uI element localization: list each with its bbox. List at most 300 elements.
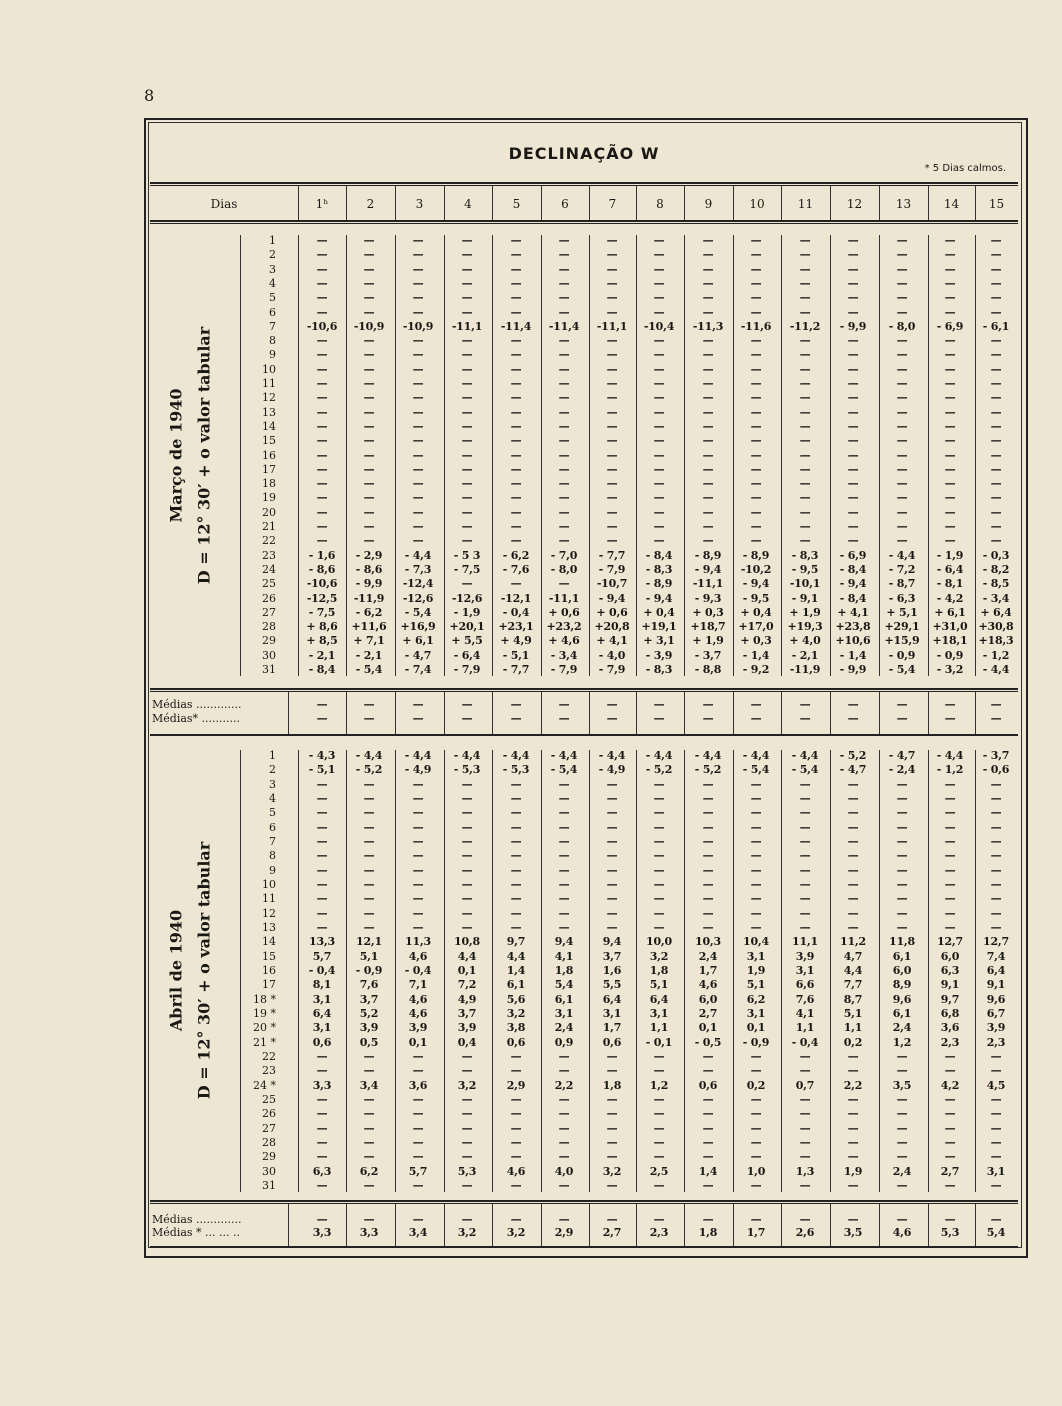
march-cell: + 0,6	[596, 605, 628, 619]
april-cell: 9,1	[986, 978, 1006, 992]
march-day-29: 29	[262, 634, 276, 648]
march-cell: - 7,9	[598, 562, 626, 576]
march-cell: —	[316, 348, 328, 362]
april-cell: —	[896, 1121, 908, 1135]
march-cell: —	[653, 520, 665, 533]
april-cell: —	[412, 1064, 424, 1078]
march-cell: -12,1	[500, 591, 532, 605]
march-cell: - 9,1	[791, 591, 819, 605]
april-cell: —	[412, 834, 424, 848]
april-medias-star-value: 2,7	[602, 1226, 622, 1239]
april-cell: —	[847, 863, 859, 877]
april-cell: 0,6	[506, 1035, 526, 1049]
march-cell: - 3,4	[982, 591, 1010, 605]
april-cell: —	[944, 1107, 956, 1121]
april-cell: —	[461, 1135, 473, 1149]
march-cell: —	[510, 491, 522, 505]
march-day-19: 19	[262, 491, 276, 505]
march-cell: —	[510, 534, 522, 548]
april-cell: 3,3	[312, 1078, 332, 1092]
march-day-10: 10	[262, 362, 276, 376]
march-cell: —	[412, 362, 424, 376]
march-cell: —	[412, 434, 424, 448]
april-cell: 4,6	[408, 1006, 428, 1020]
header-column-rule	[636, 186, 637, 220]
march-cell: —	[944, 419, 956, 433]
april-cell: 2,4	[892, 1164, 912, 1178]
april-cell: —	[896, 1107, 908, 1121]
april-cell: —	[412, 1107, 424, 1121]
april-cell: —	[990, 1049, 1002, 1063]
march-cell: —	[558, 419, 570, 433]
april-day-19: 19 *	[253, 1006, 276, 1020]
april-cell: 0,1	[746, 1021, 766, 1035]
april-day-6: 6	[269, 820, 276, 834]
april-cell: —	[702, 849, 714, 863]
march-cell: —	[799, 348, 811, 362]
april-cell: —	[750, 820, 762, 834]
march-cell: —	[412, 305, 424, 319]
april-cell: —	[702, 791, 714, 805]
march-cell: —	[653, 505, 665, 519]
april-day-8: 8	[269, 849, 276, 863]
april-cell: 3,1	[986, 1164, 1006, 1178]
april-cell: —	[990, 777, 1002, 791]
march-cell: —	[461, 434, 473, 448]
march-medias-value: —	[606, 698, 618, 711]
april-cell: —	[316, 849, 328, 863]
march-cell: + 1,9	[692, 634, 724, 648]
april-cell: —	[990, 1064, 1002, 1078]
april-cell: 5,6	[506, 992, 526, 1006]
april-cell: —	[990, 1135, 1002, 1149]
march-medias-value: —	[412, 698, 424, 711]
april-cell: —	[847, 1049, 859, 1063]
march-cell: —	[944, 434, 956, 448]
april-cell: —	[363, 920, 375, 934]
march-cell: —	[461, 534, 473, 548]
march-medias-value: —	[558, 698, 570, 711]
april-cell: —	[412, 1092, 424, 1106]
march-cell: —	[847, 391, 859, 405]
march-medias-value: —	[653, 698, 665, 711]
april-cell: - 5,2	[839, 749, 867, 762]
march-day-20: 20	[262, 505, 276, 519]
april-cell: —	[750, 920, 762, 934]
march-cell: + 0,3	[692, 605, 724, 619]
april-cell: —	[799, 834, 811, 848]
april-cell: —	[750, 892, 762, 906]
april-cell: 6,1	[554, 992, 574, 1006]
april-cell: —	[606, 820, 618, 834]
march-cell: —	[799, 505, 811, 519]
april-cell: —	[750, 1150, 762, 1164]
march-cell: - 9,9	[839, 663, 867, 676]
april-cell: —	[363, 1107, 375, 1121]
march-cell: —	[750, 491, 762, 505]
april-cell: 4,2	[940, 1078, 960, 1092]
header-column-rule	[830, 186, 831, 220]
march-day-31: 31	[262, 663, 276, 676]
march-cell: - 4,7	[404, 648, 432, 662]
march-cell: —	[847, 305, 859, 319]
march-cell: - 7,0	[550, 548, 578, 562]
april-cell: —	[510, 1135, 522, 1149]
header-column-rule	[395, 186, 396, 220]
march-cell: —	[847, 377, 859, 390]
march-cell: - 8,4	[839, 562, 867, 576]
april-cell: —	[363, 806, 375, 820]
march-cell: -12,6	[451, 591, 483, 605]
april-cell: 0,1	[457, 963, 477, 977]
april-cell: —	[412, 906, 424, 920]
april-cell: 7,2	[457, 978, 477, 992]
march-cell: —	[412, 405, 424, 419]
march-cell: - 6,4	[936, 562, 964, 576]
april-medias-star-value: 3,3	[312, 1226, 332, 1239]
march-cell: —	[461, 391, 473, 405]
april-cell: 10,4	[743, 935, 769, 949]
april-cell: —	[558, 1135, 570, 1149]
april-cell: —	[316, 791, 328, 805]
march-medias-value: —	[990, 698, 1002, 711]
march-cell: -11,6	[740, 319, 772, 333]
april-cell: —	[750, 906, 762, 920]
march-cell: —	[461, 577, 473, 591]
april-cell: —	[606, 1121, 618, 1135]
april-cell: 3,1	[746, 1006, 766, 1020]
april-cell: —	[653, 1135, 665, 1149]
april-cell: —	[316, 1107, 328, 1121]
march-cell: —	[799, 234, 811, 247]
march-cell: —	[799, 334, 811, 348]
april-cell: —	[653, 1049, 665, 1063]
march-day-30: 30	[262, 648, 276, 662]
april-cell: —	[750, 863, 762, 877]
april-medias-rule	[288, 1204, 289, 1246]
march-cell: -11,1	[692, 577, 724, 591]
april-cell: —	[944, 863, 956, 877]
march-cell: - 9,4	[645, 591, 673, 605]
april-medias-value: —	[750, 1213, 762, 1226]
april-cell: 1,4	[698, 1164, 718, 1178]
march-cell: - 8,9	[645, 577, 673, 591]
march-cell: —	[702, 520, 714, 533]
march-cell: —	[606, 262, 618, 276]
header-column-rule	[684, 186, 685, 220]
april-cell: 1,1	[649, 1021, 669, 1035]
march-cell: +11,6	[351, 620, 387, 634]
march-cell: - 8,8	[694, 663, 722, 676]
april-cell: 2,9	[506, 1078, 526, 1092]
april-cell: —	[412, 920, 424, 934]
march-cell: - 7,5	[453, 562, 481, 576]
march-cell: —	[799, 248, 811, 262]
march-day-26: 26	[262, 591, 276, 605]
march-cell: - 4,2	[936, 591, 964, 605]
april-cell: 3,1	[554, 1006, 574, 1020]
march-day-18: 18	[262, 477, 276, 491]
march-cell: —	[847, 505, 859, 519]
april-cell: - 4,4	[742, 749, 770, 762]
april-cell: 6,0	[698, 992, 718, 1006]
march-cell: - 4,4	[982, 663, 1010, 676]
april-cell: —	[702, 1121, 714, 1135]
header-top-rule	[150, 182, 1018, 184]
header-column-rule	[975, 186, 976, 220]
march-cell: —	[461, 419, 473, 433]
march-cell: - 4,0	[598, 648, 626, 662]
april-cell: 8,1	[312, 978, 332, 992]
march-cell: —	[702, 348, 714, 362]
march-day-8: 8	[269, 334, 276, 348]
march-cell: —	[799, 448, 811, 462]
april-cell: 0,7	[795, 1078, 815, 1092]
april-cell: 0,6	[602, 1035, 622, 1049]
april-cell: - 0,5	[694, 1035, 722, 1049]
march-cell: —	[510, 477, 522, 491]
march-medias-star-value: —	[896, 712, 908, 725]
march-cell: - 8,0	[550, 562, 578, 576]
april-cell: 3,1	[795, 963, 815, 977]
april-medias-star-value: 3,4	[408, 1226, 428, 1239]
april-cell: —	[558, 1049, 570, 1063]
april-medias-star-value: 5,3	[940, 1226, 960, 1239]
april-cell: —	[316, 1178, 328, 1192]
march-cell: —	[799, 534, 811, 548]
april-cell: —	[799, 806, 811, 820]
april-cell: 0,9	[554, 1035, 574, 1049]
march-cell: —	[510, 391, 522, 405]
april-cell: —	[412, 791, 424, 805]
april-month-label: Abril de 1940	[166, 909, 186, 1032]
march-cell: -10,6	[306, 319, 338, 333]
april-cell: —	[750, 1064, 762, 1078]
march-cell: —	[896, 520, 908, 533]
march-cell: —	[461, 405, 473, 419]
march-cell: + 1,9	[789, 605, 821, 619]
april-cell: 9,1	[940, 978, 960, 992]
march-cell: —	[990, 234, 1002, 247]
march-cell: —	[702, 234, 714, 247]
april-cell: 9,4	[554, 935, 574, 949]
april-medias-value: —	[799, 1213, 811, 1226]
april-cell: —	[702, 863, 714, 877]
march-cell: —	[363, 262, 375, 276]
march-cell: —	[896, 305, 908, 319]
march-cell: —	[558, 291, 570, 305]
hour-header-11: 11	[797, 197, 814, 211]
april-cell: 3,4	[359, 1078, 379, 1092]
april-cell: —	[412, 849, 424, 863]
april-cell: —	[316, 820, 328, 834]
march-cell: —	[558, 377, 570, 390]
april-cell: - 4,4	[694, 749, 722, 762]
april-day-28: 28	[262, 1135, 276, 1149]
april-cell: 0,1	[698, 1021, 718, 1035]
march-cell: —	[896, 391, 908, 405]
april-cell: —	[990, 806, 1002, 820]
april-cell: 9,4	[602, 935, 622, 949]
april-cell: —	[461, 1150, 473, 1164]
march-cell: —	[750, 419, 762, 433]
april-cell: - 5,2	[694, 763, 722, 777]
march-cell: —	[363, 534, 375, 548]
april-cell: —	[847, 892, 859, 906]
april-cell: 4,4	[843, 963, 863, 977]
march-day-13: 13	[262, 405, 276, 419]
april-cell: - 4,4	[550, 749, 578, 762]
march-cell: —	[896, 434, 908, 448]
march-cell: —	[606, 419, 618, 433]
march-cell: —	[606, 377, 618, 390]
april-cell: —	[944, 892, 956, 906]
table-title: DECLINAÇÃO W	[508, 144, 660, 163]
march-cell: - 9,5	[742, 591, 770, 605]
april-cell: —	[944, 791, 956, 805]
april-cell: 9,6	[986, 992, 1006, 1006]
march-cell: —	[799, 419, 811, 433]
march-cell: —	[944, 391, 956, 405]
march-cell: —	[944, 448, 956, 462]
march-cell: —	[316, 462, 328, 476]
april-cell: —	[750, 1107, 762, 1121]
march-cell: -11,1	[451, 319, 483, 333]
april-cell: —	[510, 834, 522, 848]
april-cell: - 0,4	[308, 963, 336, 977]
march-cell: —	[990, 534, 1002, 548]
april-cell: 6,4	[312, 1006, 332, 1020]
april-cell: 1,3	[795, 1164, 815, 1178]
march-cell: - 7,9	[550, 663, 578, 676]
march-cell: —	[702, 291, 714, 305]
april-cell: —	[363, 1135, 375, 1149]
header-column-rule	[541, 186, 542, 220]
april-day-1: 1	[269, 749, 276, 762]
april-cell: —	[896, 791, 908, 805]
march-cell: —	[606, 291, 618, 305]
april-day-7: 7	[269, 834, 276, 848]
april-cell: —	[316, 1150, 328, 1164]
march-cell: - 3,7	[694, 648, 722, 662]
march-medias-star-value: —	[702, 712, 714, 725]
april-cell: - 4,9	[598, 763, 626, 777]
april-cell: —	[702, 906, 714, 920]
april-cell: —	[653, 777, 665, 791]
april-cell: —	[896, 906, 908, 920]
april-cell: —	[363, 849, 375, 863]
april-cell: 1,7	[602, 1021, 622, 1035]
march-cell: - 8,9	[694, 548, 722, 562]
march-cell: —	[799, 462, 811, 476]
march-cell: —	[606, 405, 618, 419]
march-cell: - 7,7	[598, 548, 626, 562]
april-cell: 3,1	[746, 949, 766, 963]
april-medias-star-value: 3,3	[359, 1226, 379, 1239]
april-cell: —	[702, 1150, 714, 1164]
hour-header-12: 12	[846, 197, 863, 211]
march-cell: —	[316, 491, 328, 505]
april-cell: 3,9	[408, 1021, 428, 1035]
march-cell: —	[750, 248, 762, 262]
march-cell: - 6,9	[936, 319, 964, 333]
april-cell: - 5,1	[308, 763, 336, 777]
march-cell: —	[461, 377, 473, 390]
april-cell: —	[461, 1064, 473, 1078]
april-cell: —	[363, 1121, 375, 1135]
april-cell: —	[944, 1121, 956, 1135]
march-cell: +23,8	[835, 620, 871, 634]
april-cell: 3,2	[649, 949, 669, 963]
april-cell: 5,2	[359, 1006, 379, 1020]
april-cell: —	[606, 863, 618, 877]
april-cell: —	[847, 777, 859, 791]
april-cell: —	[990, 820, 1002, 834]
april-cell: 1,6	[602, 963, 622, 977]
april-cell: —	[847, 1135, 859, 1149]
march-cell: —	[799, 276, 811, 290]
march-medias-value: —	[847, 698, 859, 711]
april-medias-value: —	[944, 1213, 956, 1226]
april-cell: —	[799, 1150, 811, 1164]
march-day-21: 21	[262, 520, 276, 533]
march-cell: + 7,1	[353, 634, 385, 648]
march-cell: -11,4	[500, 319, 532, 333]
march-cell: - 6,1	[982, 319, 1010, 333]
april-cell: —	[896, 920, 908, 934]
march-cell: —	[363, 305, 375, 319]
march-cell: —	[606, 362, 618, 376]
april-cell: - 5,4	[550, 763, 578, 777]
march-day-1: 1	[269, 234, 276, 247]
april-cell: —	[510, 906, 522, 920]
april-cell: 3,7	[359, 992, 379, 1006]
march-cell: —	[896, 377, 908, 390]
march-cell: —	[363, 276, 375, 290]
march-day-27: 27	[262, 605, 276, 619]
april-cell: 4,0	[554, 1164, 574, 1178]
header-column-rule	[298, 186, 299, 220]
april-cell: —	[510, 1150, 522, 1164]
march-cell: —	[412, 234, 424, 247]
title-bar	[150, 124, 1018, 182]
march-cell: —	[363, 391, 375, 405]
april-cell: —	[558, 791, 570, 805]
march-cell: —	[606, 234, 618, 247]
march-cell: —	[653, 234, 665, 247]
march-cell: —	[653, 276, 665, 290]
march-cell: -11,2	[789, 319, 821, 333]
march-cell: —	[510, 405, 522, 419]
march-cell: +19,1	[641, 620, 677, 634]
april-cell: 2,4	[554, 1021, 574, 1035]
april-day-27: 27	[262, 1121, 276, 1135]
hour-header-3: 3	[415, 197, 424, 211]
march-cell: —	[944, 234, 956, 247]
april-cell: —	[461, 920, 473, 934]
april-day-3: 3	[269, 777, 276, 791]
march-cell: —	[702, 262, 714, 276]
april-cell: —	[412, 820, 424, 834]
march-cell: —	[606, 391, 618, 405]
march-cell: —	[847, 234, 859, 247]
april-cell: —	[896, 863, 908, 877]
april-medias-value: —	[702, 1213, 714, 1226]
march-cell: —	[847, 405, 859, 419]
march-cell: —	[702, 405, 714, 419]
april-medias-value: —	[653, 1213, 665, 1226]
april-day-23: 23	[262, 1064, 276, 1078]
